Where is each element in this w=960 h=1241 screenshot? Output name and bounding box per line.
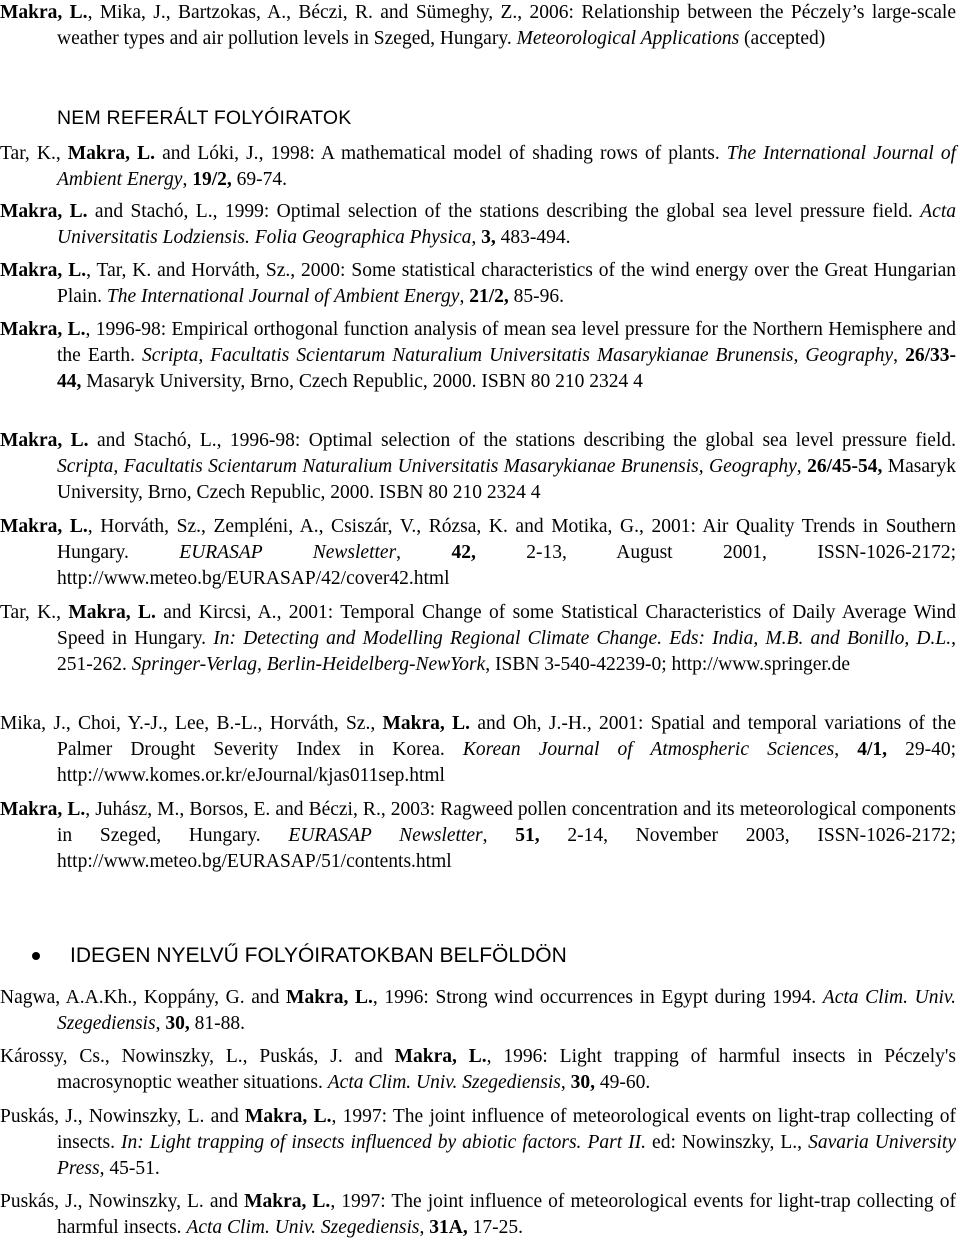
author-name: Makra, L. bbox=[244, 1191, 331, 1212]
reference-text: 69-74. bbox=[231, 169, 287, 190]
publication-title: EURASAP Newsletter bbox=[179, 542, 397, 563]
reference-text: 29-40; http://www.komes.or.kr/eJournal/kjas011sep.html bbox=[57, 739, 957, 786]
reference-text: , Juhász, M., Borsos, E. and Béczi, R. bbox=[85, 799, 381, 820]
author-name: Makra, L. bbox=[286, 987, 373, 1008]
reference-text: , Horváth, Sz., Zempléni, A., Csiszár, V., Rózsa, K. and Motika, G. bbox=[87, 516, 639, 537]
reference-text: 85-96. bbox=[508, 286, 564, 307]
author-name: Makra, L. bbox=[68, 602, 156, 623]
reference-text: , 1996: Strong wind occurrences in Egypt during 1994. bbox=[372, 987, 823, 1008]
reference-text: , 2003: Ragweed pollen concentration and its meteorological components in Szeged, Hungary. bbox=[57, 799, 956, 846]
reference-text: , Mika, J., Bartzokas, A., Béczi, R. and Sümeghy, Z. bbox=[87, 2, 518, 23]
reference-text: Masaryk University, Brno, Czech Republic, 2000. ISBN 80 210 2324 4 bbox=[81, 371, 643, 392]
reference-entry bbox=[0, 428, 956, 506]
reference-text: Masaryk University, Brno, Czech Republic, 2000. ISBN 80 210 2324 4 bbox=[57, 456, 956, 503]
author-name: Makra, L. bbox=[245, 1106, 332, 1127]
reference-text: , 1999: Optimal selection of the stations describing the global sea level pressure field. bbox=[212, 201, 921, 222]
reference-text: , ISBN 3-540-42239-0; http://www.springer.de bbox=[485, 654, 851, 675]
reference-text: , 1997: The joint influence of meteorological events on light-trap collecting of insects. bbox=[57, 1106, 956, 1153]
reference-text: 81-88. bbox=[189, 1013, 245, 1034]
reference-text: , bbox=[482, 825, 516, 846]
reference-entry bbox=[0, 1044, 956, 1096]
author-name: 4/1, bbox=[857, 739, 887, 760]
author-name: 19/2, bbox=[192, 169, 232, 190]
reference-entry bbox=[0, 985, 956, 1037]
reference-text: 17-25. bbox=[467, 1217, 523, 1238]
reference-entry bbox=[0, 711, 956, 789]
reference-text: 2-14, November 2003, ISSN-1026-2172; http://www.meteo.bg/EURASAP/51/contents.html bbox=[57, 825, 957, 872]
publication-title: Springer-Verlag, Berlin-Heidelberg-NewYork bbox=[131, 654, 486, 675]
author-name: Makra, L. bbox=[0, 799, 86, 820]
reference-text: Károssy, Cs., Nowinszky, L., Puskás, J. and bbox=[0, 1046, 395, 1067]
author-name: Makra, L. bbox=[0, 516, 88, 537]
author-name: 26/33-44, bbox=[57, 345, 957, 392]
reference-entry bbox=[0, 797, 956, 875]
reference-text: Mika, J., Choi, Y.-J., Lee, B.-L., Horváth, Sz., bbox=[0, 713, 383, 734]
publication-title: Acta Clim. Univ. Szegediensis bbox=[57, 987, 956, 1034]
author-name: Makra, L. bbox=[67, 143, 156, 164]
author-name: 51, bbox=[515, 825, 540, 846]
author-name: 26/45-54, bbox=[807, 456, 883, 477]
reference-text: 49-60. bbox=[594, 1072, 651, 1093]
reference-text: , bbox=[396, 542, 452, 563]
section-heading-foreign-language-journals bbox=[32, 942, 567, 970]
publication-title: Savaria University Press bbox=[57, 1132, 957, 1179]
author-name: 42, bbox=[451, 542, 476, 563]
author-name: Makra, L. bbox=[382, 713, 471, 734]
reference-text: , bbox=[182, 169, 193, 190]
reference-text: , bbox=[560, 1072, 571, 1093]
publication-title: Acta Clim. Univ. Szegediensis bbox=[327, 1072, 561, 1093]
publication-title: Scripta, Facultatis Scientarum Naturalium Universitatis Masarykianae Brunensis, Geography bbox=[142, 345, 894, 366]
reference-entry bbox=[0, 258, 956, 310]
reference-text: , bbox=[55, 143, 68, 164]
reference-text: and Stachó, L. bbox=[87, 201, 213, 222]
author-name: 31A, bbox=[429, 1217, 468, 1238]
reference-text: 483-494. bbox=[495, 227, 571, 248]
reference-text: , bbox=[155, 1013, 166, 1034]
reference-text: 2-13, August 2001, ISSN-1026-2172; http://www.meteo.bg/EURASAP/42/cover42.html bbox=[57, 542, 957, 589]
reference-text: (accepted) bbox=[739, 28, 826, 49]
reference-text: , bbox=[459, 286, 470, 307]
reference-text: , 2000: Some statistical characteristics of the wind energy over the Great Hungarian Plain. bbox=[57, 260, 956, 307]
author-name: 3, bbox=[481, 227, 496, 248]
reference-text: , 2001: Temporal Change of some Statistical Characteristics of Daily Average Wind Speed in Hungary. bbox=[57, 602, 956, 649]
section-heading-non-refereed-journals: NEM REFERÁLT FOLYÓIRATOK bbox=[57, 107, 352, 129]
author-name: 30, bbox=[570, 1072, 595, 1093]
reference-entry bbox=[0, 317, 956, 395]
reference-text: and Lóki, J. bbox=[155, 143, 259, 164]
author-name: Makra, L. bbox=[0, 260, 87, 281]
reference-text: , 1996-98: Optimal selection of the stations describing the global sea level pressure field. bbox=[216, 430, 957, 451]
reference-entry bbox=[0, 600, 956, 678]
author-name: Makra, L. bbox=[394, 1046, 487, 1067]
reference-text: Tar, K., bbox=[0, 602, 69, 623]
publication-title: The International Journal of Ambient Energy bbox=[57, 143, 956, 190]
publication-title: In: Light trapping of insects influenced by abiotic factors. Part II. bbox=[120, 1132, 647, 1153]
reference-entry bbox=[0, 0, 956, 52]
author-name: Makra, L. bbox=[0, 2, 88, 23]
reference-entry bbox=[0, 1189, 956, 1241]
author-name: Makra, L. bbox=[0, 430, 89, 451]
reference-text: and Kircsi, A. bbox=[155, 602, 277, 623]
publication-title: Acta Universitatis Lodziensis. Folia Geographica Physica bbox=[57, 201, 956, 248]
reference-text: , bbox=[471, 227, 482, 248]
bullet-icon bbox=[32, 952, 40, 960]
reference-text: , 2006: Relationship between the Péczely’s large-scale weather types and air pollution levels in Szeged, Hungary. bbox=[57, 2, 956, 49]
reference-text: Tar, K. bbox=[0, 143, 56, 164]
reference-text: , bbox=[796, 456, 808, 477]
reference-text: , 251-262. bbox=[57, 628, 956, 675]
reference-text: , 1998: A mathematical model of shading rows of plants. bbox=[258, 143, 727, 164]
section-heading-text: IDEGEN NYELVŰ FOLYÓIRATOKBAN BELFÖLDÖN bbox=[70, 944, 567, 967]
publication-title: Scripta, Facultatis Scientarum Naturalium Universitatis Masarykianae Brunensis, Geography bbox=[57, 456, 797, 477]
reference-text: ed: Nowinszky, L., bbox=[646, 1132, 809, 1153]
reference-text: and Stachó, L. bbox=[88, 430, 217, 451]
publication-title: Acta Clim. Univ. Szegediensis bbox=[186, 1217, 420, 1238]
reference-text: , 45-51. bbox=[99, 1158, 160, 1179]
reference-text: , bbox=[834, 739, 858, 760]
reference-text: Puskás, J., Nowinszky, L. and bbox=[0, 1191, 245, 1212]
author-name: Makra, L. bbox=[0, 319, 86, 340]
reference-text: , 1997: The joint influence of meteorological events for light-trap collecting of harmful insects. bbox=[57, 1191, 956, 1238]
reference-entry bbox=[0, 199, 956, 251]
reference-text: , 1996: Light trapping of harmful insects in Péczely's macrosynoptic weather situations. bbox=[57, 1046, 956, 1093]
reference-entry bbox=[0, 141, 956, 193]
reference-text: and Oh, J.-H. bbox=[470, 713, 587, 734]
publication-title: EURASAP Newsletter bbox=[288, 825, 483, 846]
reference-text: , 1996-98: Empirical orthogonal function analysis of mean sea level pressure for the Northern Hemisphere and the Earth. bbox=[57, 319, 956, 366]
author-name: 21/2, bbox=[469, 286, 509, 307]
reference-entry bbox=[0, 514, 956, 592]
publication-title: Korean Journal of Atmospheric Sciences bbox=[462, 739, 835, 760]
reference-text: Puskás, J., Nowinszky, L. and bbox=[0, 1106, 246, 1127]
reference-text: , 2001: Spatial and temporal variations of the Palmer Drought Severity Index in Korea. bbox=[57, 713, 957, 760]
reference-text: , bbox=[893, 345, 906, 366]
reference-entry bbox=[0, 1104, 956, 1182]
publication-title: Meteorological Applications bbox=[516, 28, 740, 49]
reference-text: Nagwa, A.A.Kh., Koppány, G. and bbox=[0, 987, 287, 1008]
reference-text: , Tar, K. and Horváth, Sz. bbox=[86, 260, 291, 281]
publication-title: In: Detecting and Modelling Regional Climate Change. Eds: India, M.B. and Bonillo, D.L. bbox=[213, 628, 952, 649]
author-name: Makra, L. bbox=[0, 201, 88, 222]
reference-text: , bbox=[419, 1217, 430, 1238]
publication-title: The International Journal of Ambient Energy bbox=[106, 286, 460, 307]
reference-text: , 2001: Air Quality Trends in Southern Hungary. bbox=[57, 516, 956, 563]
author-name: 30, bbox=[165, 1013, 190, 1034]
